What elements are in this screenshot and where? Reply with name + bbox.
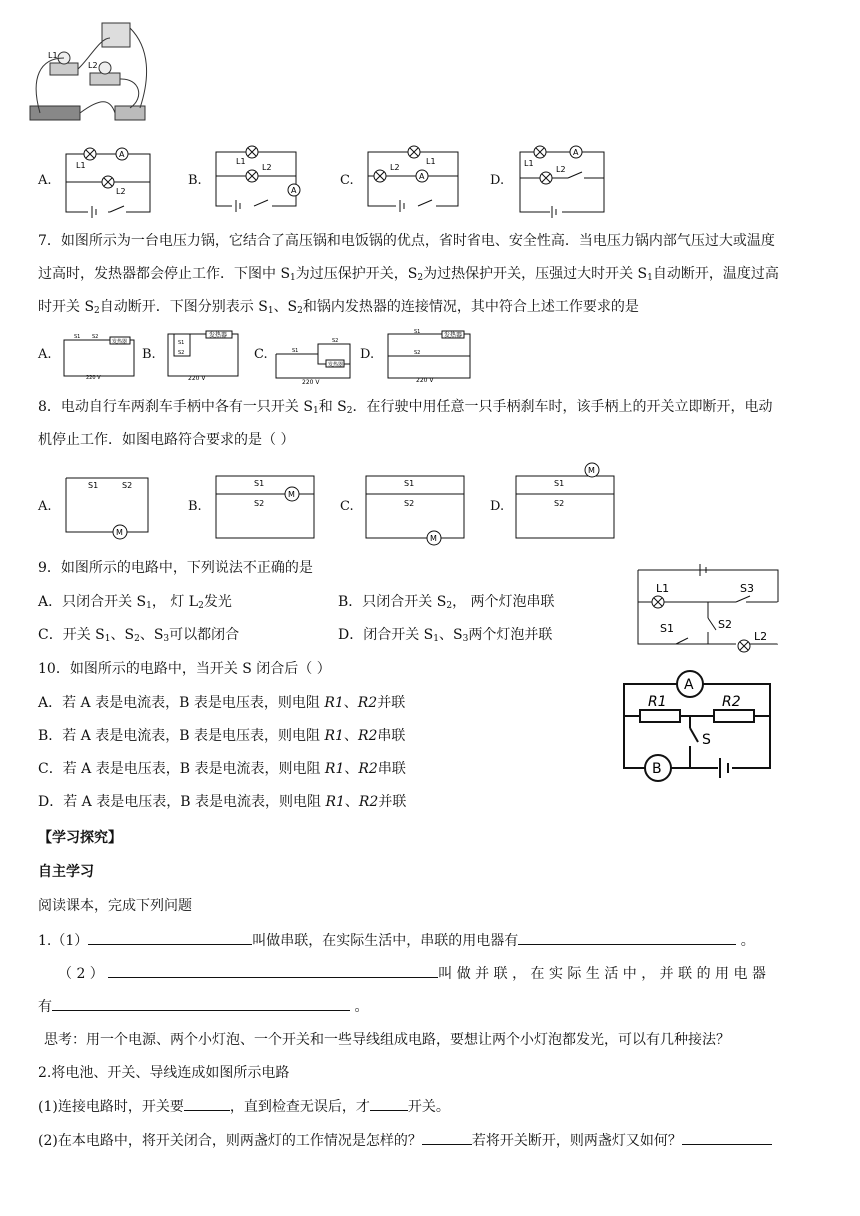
q7-c-s2: S2: [332, 338, 339, 344]
q10-option-b[interactable]: B．若 A 表是电流表，B 表是电压表，则电阻 R1、R2串联: [38, 728, 406, 744]
q6-d-ammeter: A: [573, 148, 579, 157]
q7-b-heater: 发热器: [209, 332, 228, 339]
q6-c-l1: L1: [426, 157, 436, 166]
q1-1-blank-definition[interactable]: [88, 930, 252, 945]
q7-d-voltage: 220 V: [416, 377, 434, 384]
q6-c-l2: L2: [390, 163, 400, 172]
q1-1-blank-examples[interactable]: [518, 930, 736, 945]
q7-option-c[interactable]: C.: [254, 347, 268, 362]
q7-stem-line1: 7．如图所示为一台电压力锅，它结合了高压锅和电饭锅的优点，省时省电、安全性高．当电压力锅内部气压过大或温度: [38, 233, 775, 249]
q6-a-ammeter: A: [119, 150, 125, 159]
q9-stem: 9．如图所示的电路中，下列说法不正确的是: [38, 560, 313, 576]
q8-option-b[interactable]: B.: [188, 499, 202, 514]
q8-a-s1: S1: [88, 481, 99, 490]
subsection-title: 自主学习: [38, 864, 94, 880]
q6-photo-l2: L2: [88, 61, 98, 70]
q7-option-a[interactable]: A.: [38, 347, 52, 362]
q10-switch-s: S: [702, 732, 711, 748]
q10-stem: 10．如图所示的电路中，当开关 S 闭合后（ ）: [38, 661, 331, 677]
q7-circuit-c: [274, 334, 354, 384]
q7-c-voltage: 220 V: [302, 379, 320, 386]
q7-circuit-d: [386, 330, 474, 384]
q1-1: 1.（1） 叫做串联，在实际生活中，串联的用电器有 。: [38, 930, 755, 951]
q8-circuit-a: [64, 470, 154, 540]
q6-b-l2: L2: [262, 163, 272, 172]
q8-b-motor: M: [288, 490, 295, 499]
q10-meter-a: A: [684, 677, 694, 693]
q9-option-d[interactable]: D．闭合开关 $S_1$、$S_3$两个灯泡并联: [338, 627, 553, 644]
q10-option-c[interactable]: C．若 A 表是电压表，B 表是电流表，则电阻 R1、R2串联: [38, 761, 406, 777]
q10-option-d[interactable]: D．若 A 表是电压表，B 表是电流表，则电阻 R1、R2并联: [38, 794, 407, 810]
q8-d-s2: S2: [554, 499, 565, 508]
q7-b-s2: S2: [178, 350, 185, 356]
q8-circuit-b: [214, 468, 318, 542]
q7-b-s1: S1: [178, 340, 185, 346]
q10-meter-b: B: [652, 761, 662, 777]
q8-c-s2: S2: [404, 499, 415, 508]
q8-circuit-d: [514, 464, 618, 542]
q7-stem-line3: 时开关 $S_2$自动断开．下图分别表示 $S_1$、$S_2$和锅内发热器的连接情况，其中符合上述工作要求的是: [38, 299, 639, 316]
q6-option-d[interactable]: D.: [490, 173, 505, 188]
q6-option-c[interactable]: C.: [340, 173, 354, 188]
q8-stem-line2: 机停止工作．如图电路符合要求的是（ ）: [38, 432, 295, 448]
q7-option-b[interactable]: B.: [142, 347, 156, 362]
q7-circuit-a: [62, 334, 138, 380]
q7-b-voltage: 220 V: [188, 375, 206, 382]
q10-r1: R1: [648, 694, 667, 710]
q8-c-s1: S1: [404, 479, 415, 488]
q7-c-s1: S1: [292, 348, 299, 354]
q6-c-ammeter: A: [419, 172, 425, 181]
q8-option-c[interactable]: C.: [340, 499, 354, 514]
q2-stem: 2.将电池、开关、导线连成如图所示电路: [38, 1065, 290, 1081]
q9-s2: S2: [718, 618, 732, 631]
study-intro: 阅读课本，完成下列问题: [38, 898, 192, 914]
q6-circuit-a: [64, 142, 154, 214]
q7-c-heater: 发热器: [328, 362, 344, 368]
q9-l2: L2: [754, 630, 768, 643]
q8-stem-line1: 8．电动自行车两刹车手柄中各有一只开关 $S_1$和 $S_2$．在行驶中用任意一只手柄刹车时，该手柄上的开关立即断开，电动: [38, 399, 773, 416]
q10-option-a[interactable]: A．若 A 表是电流表，B 表是电压表，则电阻 R1、R2并联: [38, 695, 406, 711]
q8-option-a[interactable]: A.: [38, 499, 52, 514]
q8-c-motor: M: [430, 534, 437, 543]
q8-circuit-c: [364, 468, 468, 542]
q6-option-a[interactable]: A.: [38, 173, 52, 188]
q1-2-blank-examples[interactable]: [52, 996, 350, 1011]
q7-a-s1: S1: [74, 334, 81, 340]
think-question: 思考：用一个电源、两个小灯泡、一个开关和一些导线组成电路，要想让两个小灯泡都发光，可以有几种接法？: [44, 1032, 730, 1048]
q6-circuit-c: [366, 150, 462, 212]
q8-a-motor: M: [116, 528, 123, 537]
q7-d-s2: S2: [414, 350, 421, 356]
q9-circuit: [636, 562, 786, 658]
q6-b-ammeter: A: [291, 186, 297, 195]
q2-2-blank-closed[interactable]: [422, 1130, 472, 1145]
q8-d-s1: S1: [554, 479, 565, 488]
q8-d-motor: M: [588, 466, 595, 475]
q9-option-b[interactable]: B．只闭合开关 $S_2$， 两个灯泡串联: [338, 594, 555, 611]
q6-circuit-b: [214, 150, 306, 212]
q6-photo: [30, 18, 150, 128]
q6-circuit-d: [518, 142, 608, 214]
q9-s3: S3: [740, 582, 754, 595]
q7-d-heater: 发热器: [444, 332, 463, 339]
q7-option-d[interactable]: D.: [360, 347, 375, 362]
q7-a-heater: 发热器: [112, 339, 128, 345]
q2-1-blank-action[interactable]: [370, 1096, 408, 1111]
q2-2: (2)在本电路中，将开关闭合，则两盏灯的工作情况是怎样的？ 若将开关断开，则两盏灯又如何？: [38, 1130, 772, 1151]
q9-option-c[interactable]: C．开关 $S_1$、$S_2$、$S_3$可以都闭合: [38, 627, 240, 644]
q7-a-s2: S2: [92, 334, 99, 340]
q8-option-d[interactable]: D.: [490, 499, 505, 514]
q2-1: (1)连接电路时，开关要 ，直到检查无误后，才 开关。: [38, 1096, 450, 1117]
q9-l1: L1: [656, 582, 670, 595]
q1-2-blank-definition[interactable]: [108, 963, 438, 978]
q10-r2: R2: [722, 694, 741, 710]
q2-2-blank-open[interactable]: [682, 1130, 772, 1145]
q6-option-b[interactable]: B.: [188, 173, 202, 188]
q9-option-a[interactable]: A．只闭合开关 $S_1$， 灯 $L_2$发光: [38, 594, 232, 611]
q6-b-l1: L1: [236, 157, 246, 166]
q2-1-blank-switch-state[interactable]: [184, 1096, 230, 1111]
q7-d-s1: S1: [414, 329, 421, 335]
q6-a-l1: L1: [76, 161, 86, 170]
q7-circuit-b: [166, 330, 242, 382]
q8-b-s1: S1: [254, 479, 265, 488]
q1-2-line2: 有 。: [38, 996, 368, 1017]
q6-a-l2: L2: [116, 187, 126, 196]
q6-d-l1: L1: [524, 159, 534, 168]
q7-stem-line2: 过高时，发热器都会停止工作．下图中 $S_1$为过压保护开关，$S_2$为过热保护开关，压强过大时开关 $S_1$自动断开，温度过高: [38, 266, 779, 283]
q9-s1: S1: [660, 622, 674, 635]
q8-b-s2: S2: [254, 499, 265, 508]
section-title: 【学习探究】: [38, 830, 122, 846]
q7-a-voltage: 220 V: [86, 375, 101, 381]
q1-2: （ 2 ） 叫 做 并 联 ， 在 实 际 生 活 中 ， 并 联 的 用 电 器: [58, 963, 766, 984]
q6-photo-l1: L1: [48, 51, 58, 60]
q8-a-s2: S2: [122, 481, 133, 490]
q6-d-l2: L2: [556, 165, 566, 174]
q10-circuit: [618, 668, 778, 784]
